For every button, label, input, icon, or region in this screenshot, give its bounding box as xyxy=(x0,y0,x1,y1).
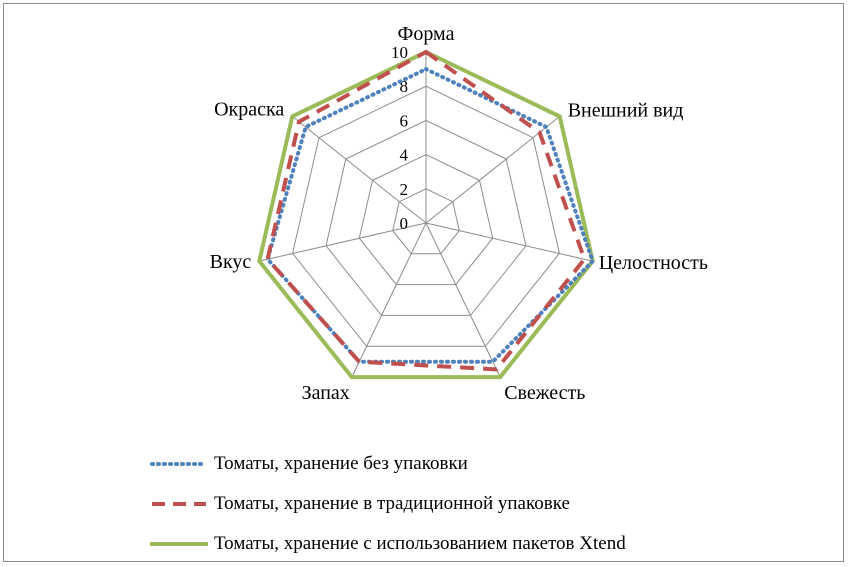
radial-tick-label: 0 xyxy=(399,214,408,233)
category-label: Внешний вид xyxy=(567,99,684,122)
legend-label: Томаты, хранение с использованием пакетов Xtend xyxy=(214,533,626,554)
series-line-1 xyxy=(268,69,593,362)
category-label: Запах xyxy=(301,382,350,405)
grid-spoke xyxy=(426,223,500,377)
radial-tick-label: 4 xyxy=(399,145,408,165)
radial-tick-label: 6 xyxy=(399,111,408,131)
category-label: Свежесть xyxy=(504,382,586,405)
legend-label: Томаты, хранение без упаковки xyxy=(214,453,468,474)
chart-frame xyxy=(3,3,844,562)
category-label: Форма xyxy=(397,23,455,45)
radial-tick-label: 10 xyxy=(391,43,408,62)
legend-item-traditional-packaging xyxy=(150,484,626,524)
radial-tick-label: 8 xyxy=(399,77,408,97)
chart-legend xyxy=(150,444,626,564)
legend-swatch-solid xyxy=(150,539,208,549)
legend-swatch-dotted xyxy=(150,459,208,469)
grid-spoke xyxy=(292,116,426,223)
category-label: Целостность xyxy=(598,252,709,275)
category-label: Окраска xyxy=(214,98,285,121)
legend-swatch-dashed xyxy=(150,499,208,509)
grid-spoke xyxy=(426,223,593,261)
category-label: Вкус xyxy=(209,251,252,274)
radial-tick-label: 2 xyxy=(399,179,408,199)
legend-item-no-packaging xyxy=(150,444,626,484)
radar-labels xyxy=(210,23,708,404)
legend-item-xtend-packaging xyxy=(150,524,626,564)
legend-label: Томаты, хранение в традиционной упаковке xyxy=(214,493,570,514)
grid-spoke xyxy=(352,223,426,377)
